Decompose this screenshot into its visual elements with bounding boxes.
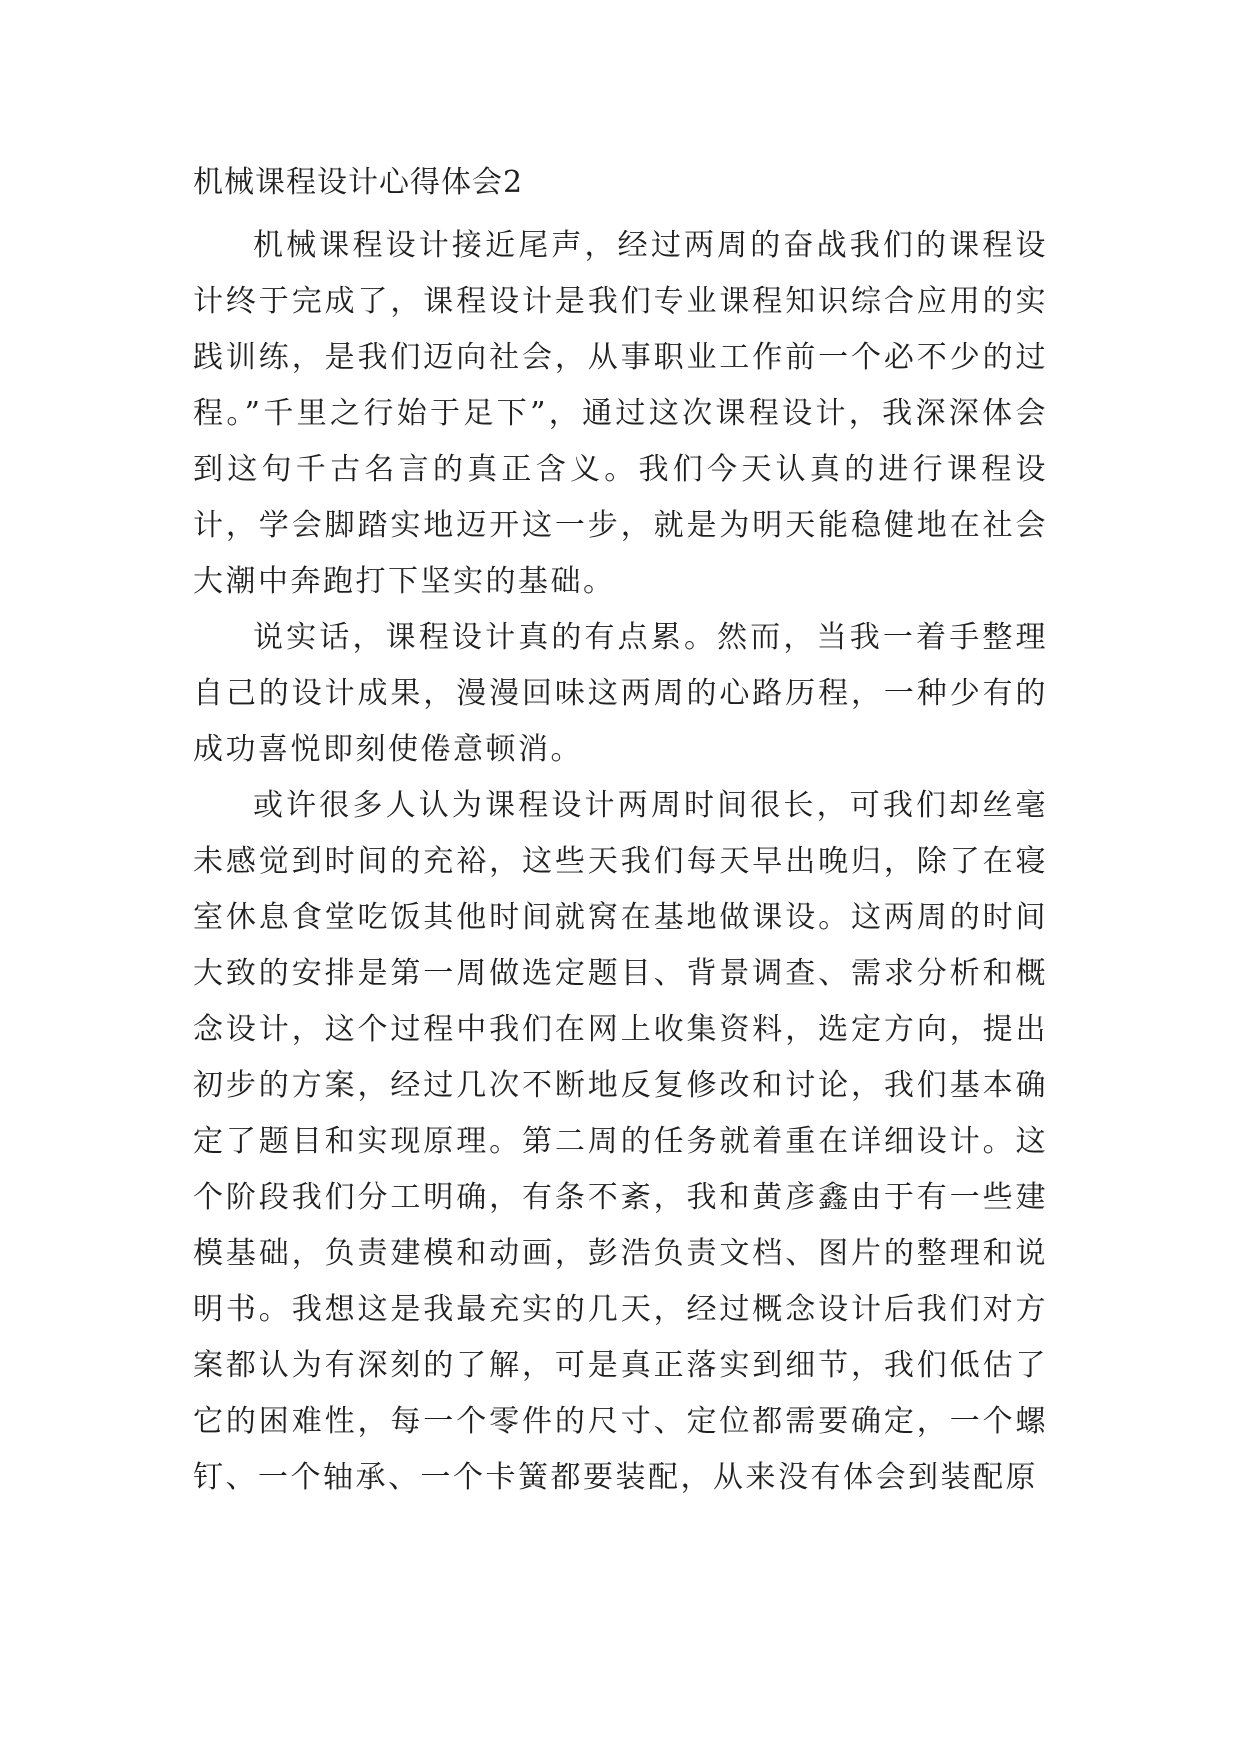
document-body [193,162,1048,1506]
paragraph-feelings: 说实话，课程设计真的有点累。然而，当我一着手整理自己的设计成果，漫漫回味这两周的心路历程，一种少有的成功喜悦即刻使倦意顿消。 [193,620,1048,767]
paragraph-process: 或许很多人认为课程设计两周时间很长，可我们却丝毫未感觉到时间的充裕，这些天我们每天早出晚归，除了在寝室休息食堂吃饭其他时间就窝在基地做课设。这两周的时间大致的安排是第一周做选定题目、背景调查、需求分析和概念设计，这个过程中我们在网上收集资料，选定方向，提出初步的方案，经过几次不断地反复修改和讨论，我们基本确定了题目和实现原理。第二周的任务就着重在详细设计。这个阶段我们分工明确，有条不紊，我和黄彦鑫由于有一些建模基础，负责建模和动画，彭浩负责文档、图片的整理和说明书。我想这是我最充实的几天，经过概念设计后我们对方案都认为有深刻的了解，可是真正落实到细节，我们低估了它的困难性，每一个零件的尺寸、定位都需要确定，一个螺钉、一个轴承、一个卡簧都要装配，从来没有体会到装配原 [193,788,1048,1495]
document-title: 机械课程设计心得体会2 [193,165,524,200]
paragraph-intro: 机械课程设计接近尾声，经过两周的奋战我们的课程设计终于完成了，课程设计是我们专业课程知识综合应用的实践训练，是我们迈向社会，从事职业工作前一个必不少的过程。”千里之行始于足下”，通过这次课程设计，我深深体会到这句千古名言的真正含义。我们今天认真的进行课程设计，学会脚踏实地迈开这一步，就是为明天能稳健地在社会大潮中奔跑打下坚实的基础。 [193,228,1048,599]
